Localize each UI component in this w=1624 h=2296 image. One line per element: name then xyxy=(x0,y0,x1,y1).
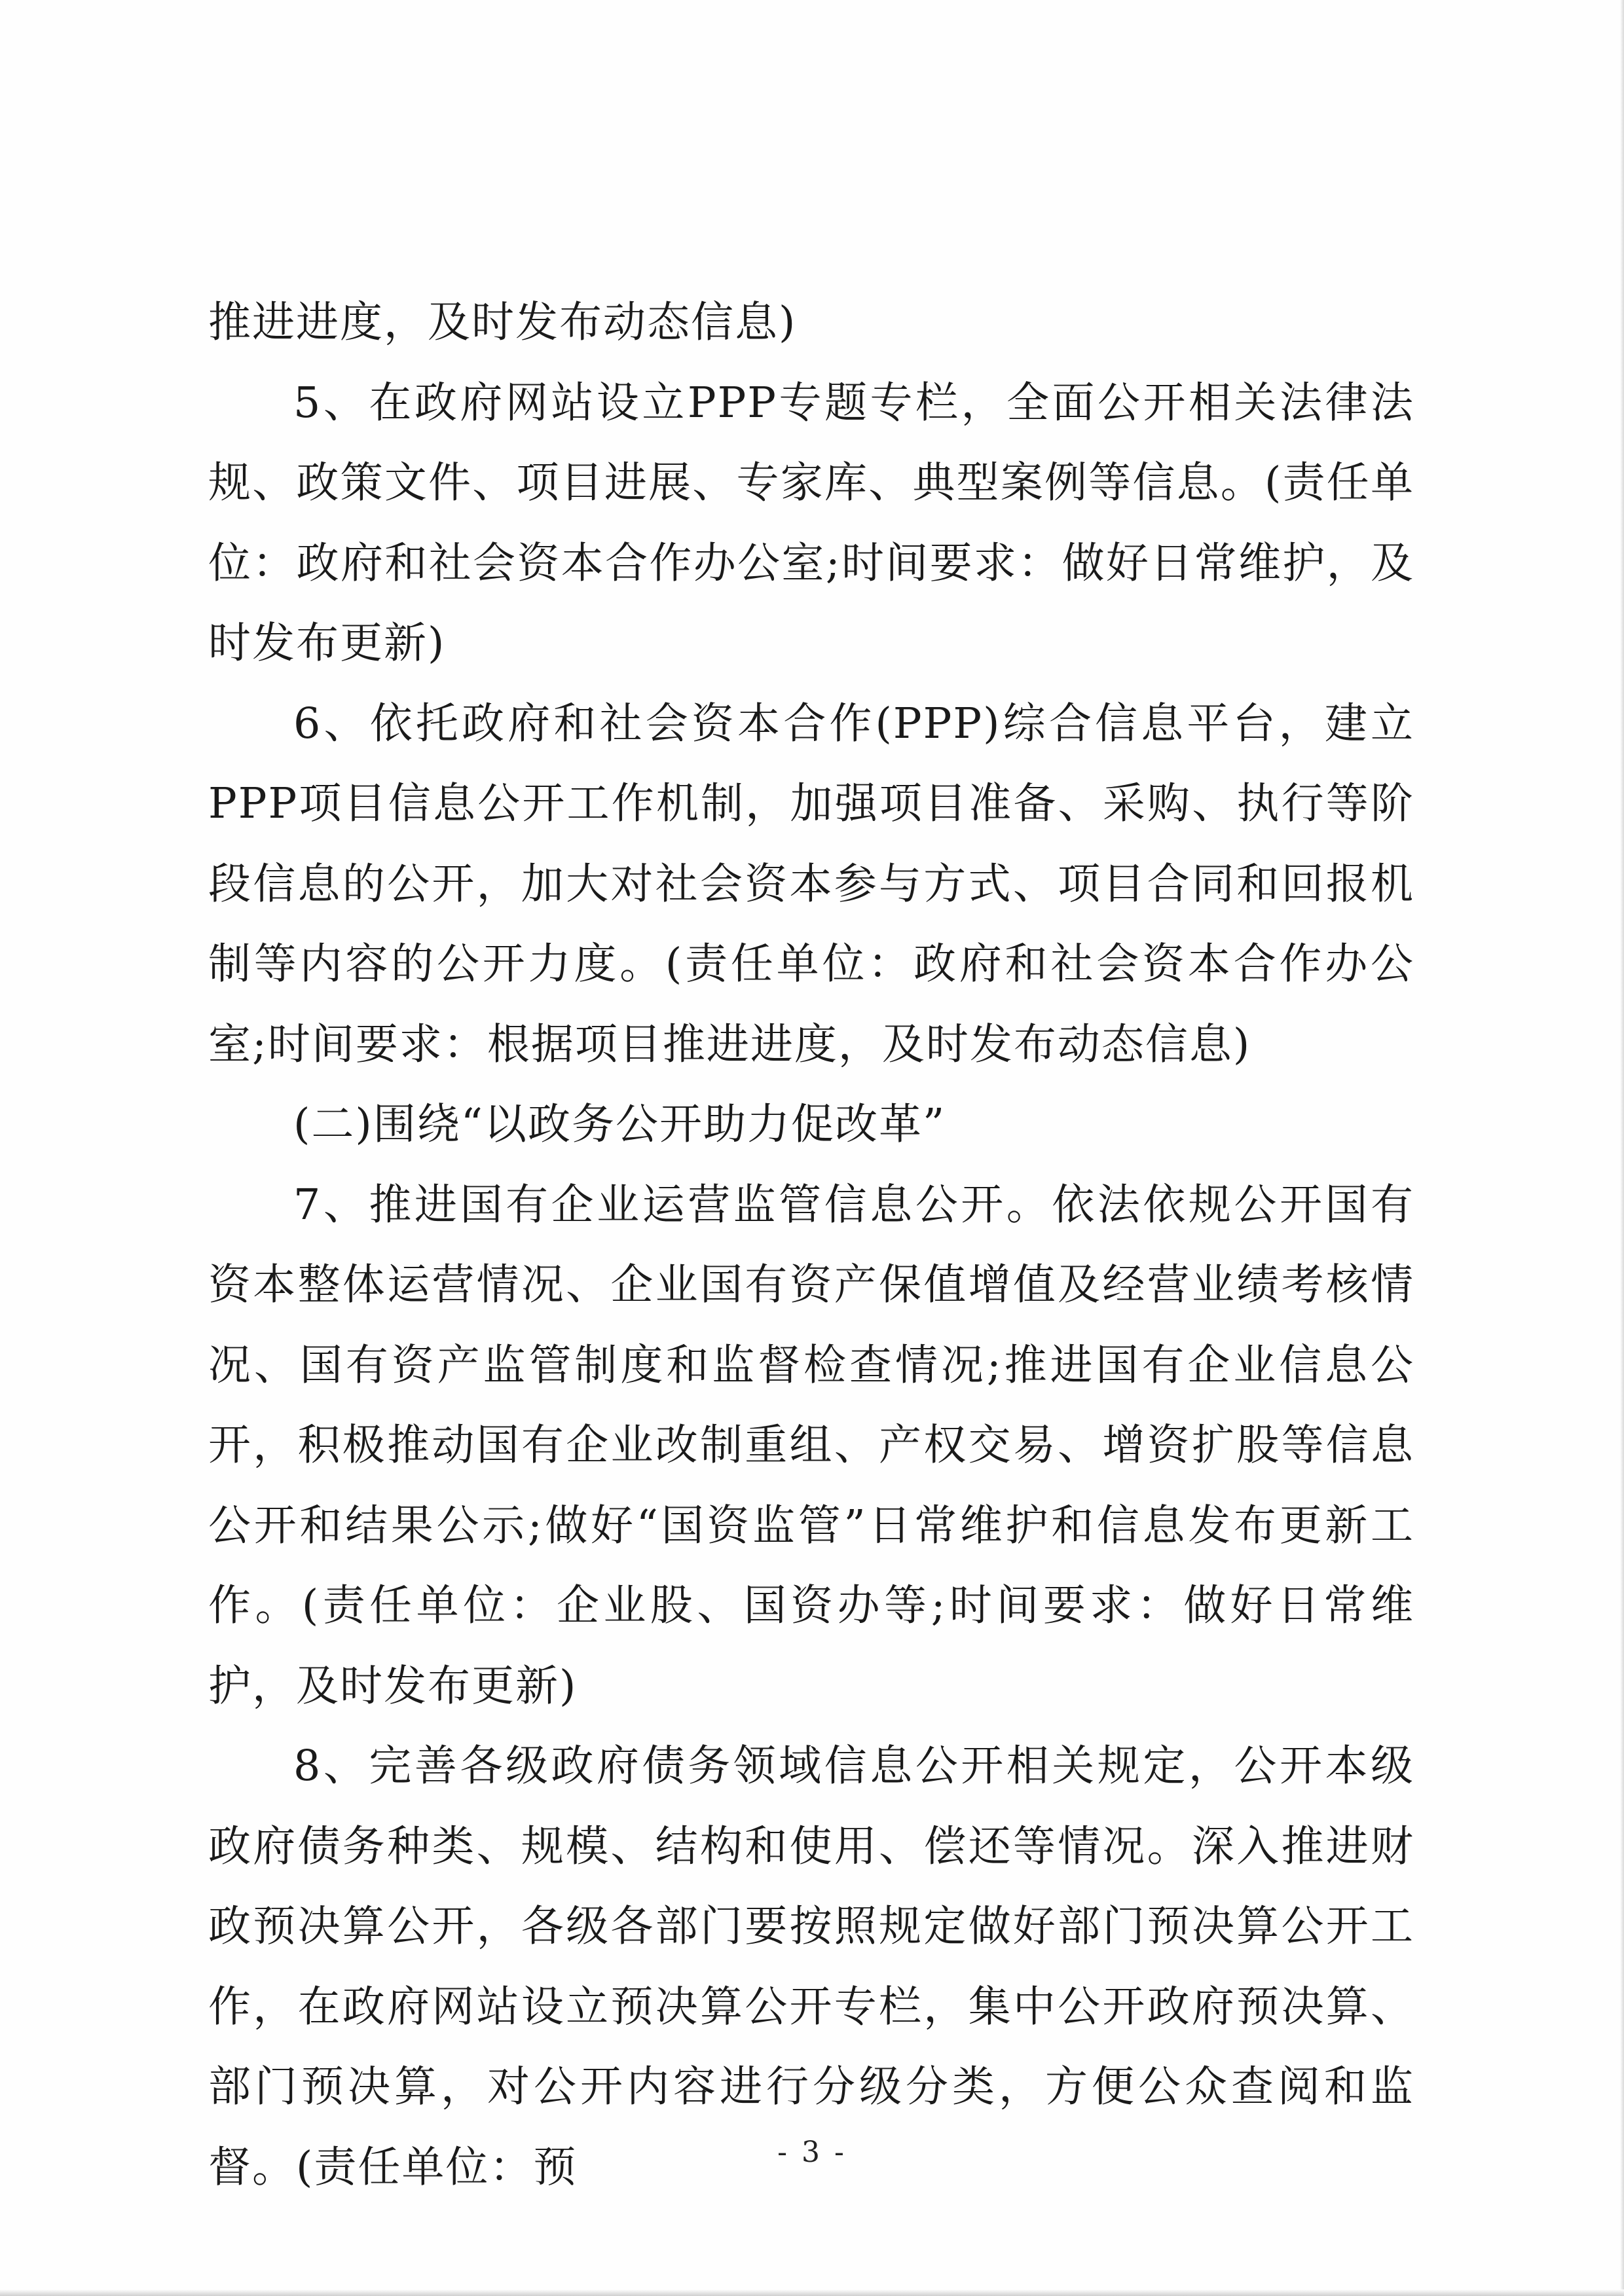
scan-edge-bottom xyxy=(0,2289,1624,2296)
scan-edge-right xyxy=(1620,0,1624,2296)
document-body xyxy=(208,283,1414,2208)
paragraph-item-5: 5、在政府网站设立PPP专题专栏，全面公开相关法律法规、政策文件、项目进展、专家库、典型案例等信息。(责任单位：政府和社会资本合作办公室;时间要求：做好日常维护，及时发布更新) xyxy=(208,378,1414,668)
section-heading-2: (二)围绕“以政务公开助力促改革” xyxy=(293,1100,946,1149)
paragraph-item-8: 8、完善各级政府债务领域信息公开相关规定，公开本级政府债务种类、规模、结构和使用、偿还等情况。深入推进财政预决算公开，各级各部门要按照规定做好部门预决算公开工作，在政府网站设立预决算公开专栏，集中公开政府预决算、部门预决算，对公开内容进行分级分类，方便公众查阅和监督。(责任单位：预 xyxy=(208,1741,1414,2192)
paragraph-item-6: 6、依托政府和社会资本合作(PPP)综合信息平台，建立PPP项目信息公开工作机制，加强项目准备、采购、执行等阶段信息的公开，加大对社会资本参与方式、项目合同和回报机制等内容的公开力度。(责任单位：政府和社会资本合作办公室;时间要求：根据项目推进进度，及时发布动态信息) xyxy=(208,699,1414,1069)
page-number: - 3 - xyxy=(777,2136,847,2169)
paragraph-continued: 推进进度，及时发布动态信息) xyxy=(208,298,797,347)
paragraph-item-7: 7、推进国有企业运营监管信息公开。依法依规公开国有资本整体运营情况、企业国有资产保值增值及经营业绩考核情况、国有资产监管制度和监督检查情况;推进国有企业信息公开，积极推动国有企业改制重组、产权交易、增资扩股等信息公开和结果公示;做好“国资监管”日常维护和信息发布更新工作。(责任单位：企业股、国资办等;时间要求：做好日常维护，及时发布更新) xyxy=(208,1180,1414,1711)
